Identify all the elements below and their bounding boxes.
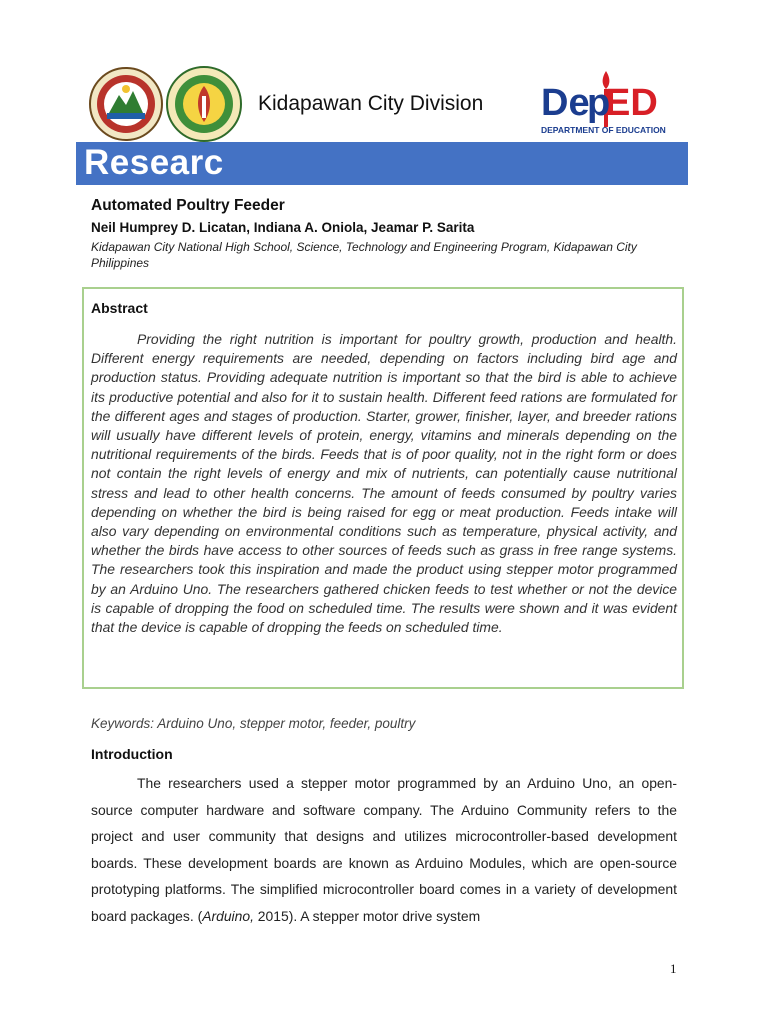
intro-text-before-citation: The researchers used a stepper motor programmed by an Arduino Uno, an open-source computer hardware and software company. The Arduino Community refers to the project and user community that designs and utilizes microcontroller-based development boards. These development boards are known as Arduino Modules, which are open-source prototyping platforms. The simplified microcontroller board comes in a variety of development board packages. ( <box>91 775 677 924</box>
deped-logo <box>539 69 683 139</box>
intro-text-after-citation: 2015). A stepper motor drive system <box>253 907 481 924</box>
svg-text:ED: ED <box>605 82 658 124</box>
banner-title: Researc <box>84 143 224 182</box>
abstract-paragraph: Providing the right nutrition is important for poultry growth, production and health. Different energy requirements are needed, depending on factors including bird age and production status. Providing adequate nutrition is important so that the bird is able to achieve its productive potential and also for it to sustain health. Different feed rations are formulated for the different ages and stages of production. Starter, grower, finisher, layer, and breeder rations will usually have different levels of protein, energy, vitamins and minerals depending on the nutritional requirements of the birds. Feeds that is of poor quality, not in the right form or does not contain the right levels of energy and mix of nutrients, can potentially cause nutritional stress and lead to other health concerns. The amount of feeds consumed by poultry varies depending on whether the bird is being raised for egg or meat production. Feeds intake will also vary depending on environmental conditions such as temperature, physical activity, and whether the birds have access to other sources of feeds such as grass in free range systems. The researchers took this inspiration and made the product using stepper motor programmed by an Arduino Uno. The researchers gathered chicken feeds to test whether or not the device is capable of dropping the food on scheduled time. The results were shown and it was evident that the device is capable of dropping the feeds on scheduled time. <box>91 331 677 636</box>
svg-text:p: p <box>587 82 611 124</box>
introduction-paragraph <box>91 770 677 929</box>
paper-affiliation: Kidapawan City National High School, Science, Technology and Engineering Program, Kidapawan City Philippines <box>91 240 637 270</box>
paper-authors: Neil Humprey D. Licatan, Indiana A. Oniola, Jeamar P. Sarita <box>91 220 475 235</box>
introduction-heading: Introduction <box>91 746 173 762</box>
kidapawan-city-seal-logo <box>89 67 163 141</box>
svg-text:DEPARTMENT OF EDUCATION: DEPARTMENT OF EDUCATION <box>541 125 666 135</box>
paper-title: Automated Poultry Feeder <box>91 197 285 214</box>
keywords-line: Keywords: Arduino Uno, stepper motor, feeder, poultry <box>91 716 416 731</box>
intro-citation: Arduino, <box>202 907 254 924</box>
svg-text:De: De <box>541 82 590 124</box>
page-number: 1 <box>670 961 677 976</box>
abstract-body <box>91 330 677 637</box>
division-title: Kidapawan City Division <box>258 92 484 115</box>
introduction-body <box>91 770 677 929</box>
kidapawan-school-seal-logo <box>166 66 242 142</box>
abstract-heading: Abstract <box>91 300 148 316</box>
